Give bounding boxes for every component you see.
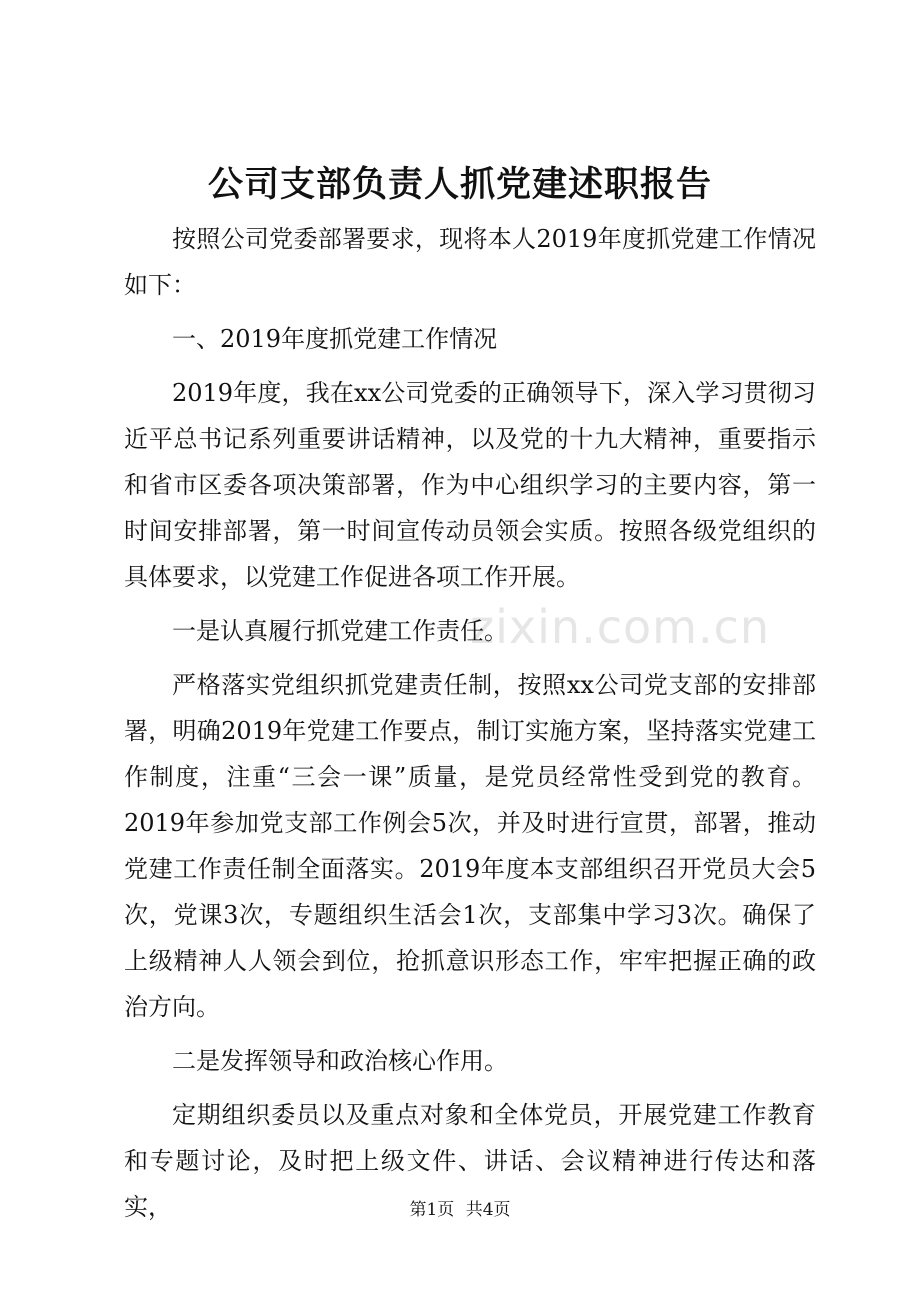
document-title: 公司支部负责人抓党建述职报告 — [207, 164, 712, 205]
subheading-responsibility: 一是认真履行抓党建工作责任。 — [172, 617, 508, 645]
page-count: 共4页 — [465, 1200, 511, 1220]
page-number: 第1页 — [409, 1200, 455, 1220]
paragraph-intro: 按照公司党委部署要求，现将本人2019年度抓党建工作情况如下： — [124, 225, 816, 299]
paragraph-responsibility: 严格落实党组织抓党建责任制，按照xx公司党支部的安排部署，明确2019年党建工作要点，制订实施方案，坚持落实党建工作制度，注重“三会一课”质量，是党员经常性受到党的教育。2019年参加党支部工作例会5次，并及时进行宣贯，部署，推动党建工作责任制全面落实。2019年度本支部组织召开党员大会5次，党课3次，专题组织生活会1次，支部集中学习3次。确保了上级精神人人领会到位，抢抓意识形态工作，牢牢把握正确的政治方向。 — [124, 671, 816, 1021]
subheading-leadership: 二是发挥领导和政治核心作用。 — [172, 1047, 508, 1075]
paragraph-leadership: 定期组织委员以及重点对象和全体党员，开展党建工作教育和专题讨论，及时把上级文件、讲话、会议精神进行传达和落实， — [124, 1101, 816, 1221]
section-heading-1: 一、2019年度抓党建工作情况 — [172, 325, 498, 353]
paragraph-overview: 2019年度，我在xx公司党委的正确领导下，深入学习贯彻习近平总书记系列重要讲话精神，以及党的十九大精神，重要指示和省市区委各项决策部署，作为中心组织学习的主要内容，第一时间安排部署，第一时间宣传动员领会实质。按照各级党组织的具体要求，以党建工作促进各项工作开展。 — [124, 379, 816, 591]
document-body — [124, 216, 816, 1238]
watermark: zixin.com.cn — [470, 600, 771, 654]
